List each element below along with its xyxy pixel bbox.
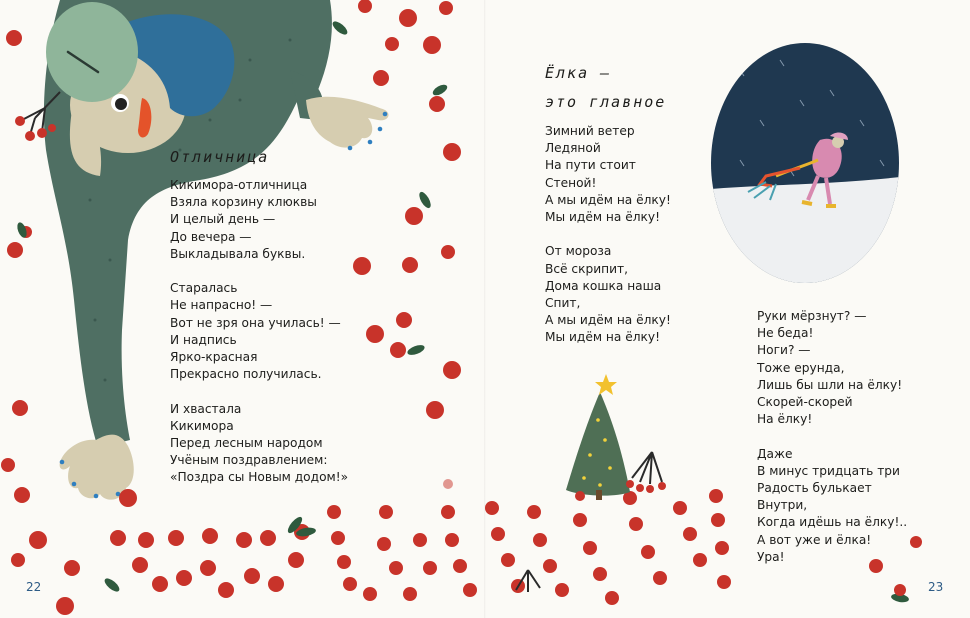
poem-line: Зимний ветер	[545, 124, 635, 138]
poem-line: Руки мёрзнут? —	[757, 309, 867, 323]
poem-line: Учёным поздравлением:	[170, 453, 328, 468]
poem-line: Перед лесным народом	[170, 436, 323, 451]
poem-line: До вечера —	[170, 229, 252, 244]
rowan-cluster	[626, 452, 666, 493]
poem-line: А мы идём на ёлку!	[545, 192, 671, 207]
berry-lettering	[110, 489, 731, 605]
held-berry	[119, 489, 137, 507]
poem-line: Даже	[757, 446, 793, 461]
poem-line: А вот уже и ёлка!	[757, 532, 872, 547]
stanza-gap	[170, 263, 348, 280]
poem-title-right-line2: это главное	[545, 93, 667, 111]
poem-line: Мы идём на ёлку!	[545, 330, 660, 345]
poem-line: Выкладывала буквы.	[170, 246, 306, 261]
poem-line: «Поздра сы Новым додом!»	[170, 470, 349, 485]
poem-line: Внутри,	[757, 498, 808, 513]
poem-line: Ура!	[757, 549, 785, 564]
poem-yolka-part2	[757, 308, 907, 566]
poem-yolka-part1	[545, 123, 671, 347]
poem-line: И хвастала	[170, 401, 242, 416]
poem-line: В минус тридцать три	[757, 463, 900, 478]
winter-night-illustration	[700, 43, 910, 300]
poem-line: Ноги? —	[757, 343, 811, 358]
poem-line: И целый день —	[170, 212, 276, 227]
stanza-gap	[757, 428, 907, 445]
poem-otlichnitsa	[170, 177, 348, 487]
christmas-tree	[566, 374, 630, 501]
poem-line: Мы идём на ёлку!	[545, 210, 660, 225]
page-number-left: 22	[26, 580, 42, 594]
poem-line: Скорей-скорей	[757, 395, 853, 410]
poem-line: А мы идём на ёлку!	[545, 313, 671, 328]
poem-line: Взяла корзину клюквы	[170, 195, 317, 210]
kikimora-hand-top	[306, 97, 389, 148]
poem-line: Не беда!	[757, 326, 814, 341]
poem-title-right-line1: Ёлка —	[545, 64, 612, 82]
poem-line: Тоже ерунда,	[757, 360, 845, 375]
stanza-gap	[170, 383, 348, 400]
poem-line: Всё скрипит,	[545, 261, 629, 276]
poem-line: Кикимора-отличница	[170, 178, 308, 192]
poem-line: Спит,	[545, 296, 581, 311]
poem-line: Стеной!	[545, 175, 597, 190]
stanza-gap	[545, 226, 671, 243]
page-number-right: 23	[928, 580, 944, 594]
poem-line: Дома кошка наша	[545, 278, 662, 293]
poem-line: Радость булькает	[757, 481, 872, 496]
poem-line: И надпись	[170, 332, 237, 347]
star-icon	[595, 374, 617, 395]
poem-line: Старалась	[170, 281, 238, 296]
poem-line: Кикимора	[170, 418, 234, 433]
kikimora-pupil	[115, 98, 127, 110]
poem-title-left: Отличница	[170, 148, 270, 166]
poem-line: Вот не зря она училась! —	[170, 315, 341, 330]
poem-line: На пути стоит	[545, 158, 636, 173]
poem-line: Ярко-красная	[170, 350, 258, 365]
poem-line: Не напрасно! —	[170, 298, 273, 313]
poem-line: На ёлку!	[757, 412, 813, 427]
poem-line: От мороза	[545, 244, 612, 259]
poem-line: Ледяной	[545, 141, 601, 156]
poem-line: Когда идёшь на ёлку!..	[757, 515, 908, 530]
kikimora-hand-bottom	[60, 435, 134, 500]
poem-line: Лишь бы шли на ёлку!	[757, 377, 903, 392]
poem-line: Прекрасно получилась.	[170, 367, 322, 382]
kikimora-hat	[46, 2, 138, 102]
